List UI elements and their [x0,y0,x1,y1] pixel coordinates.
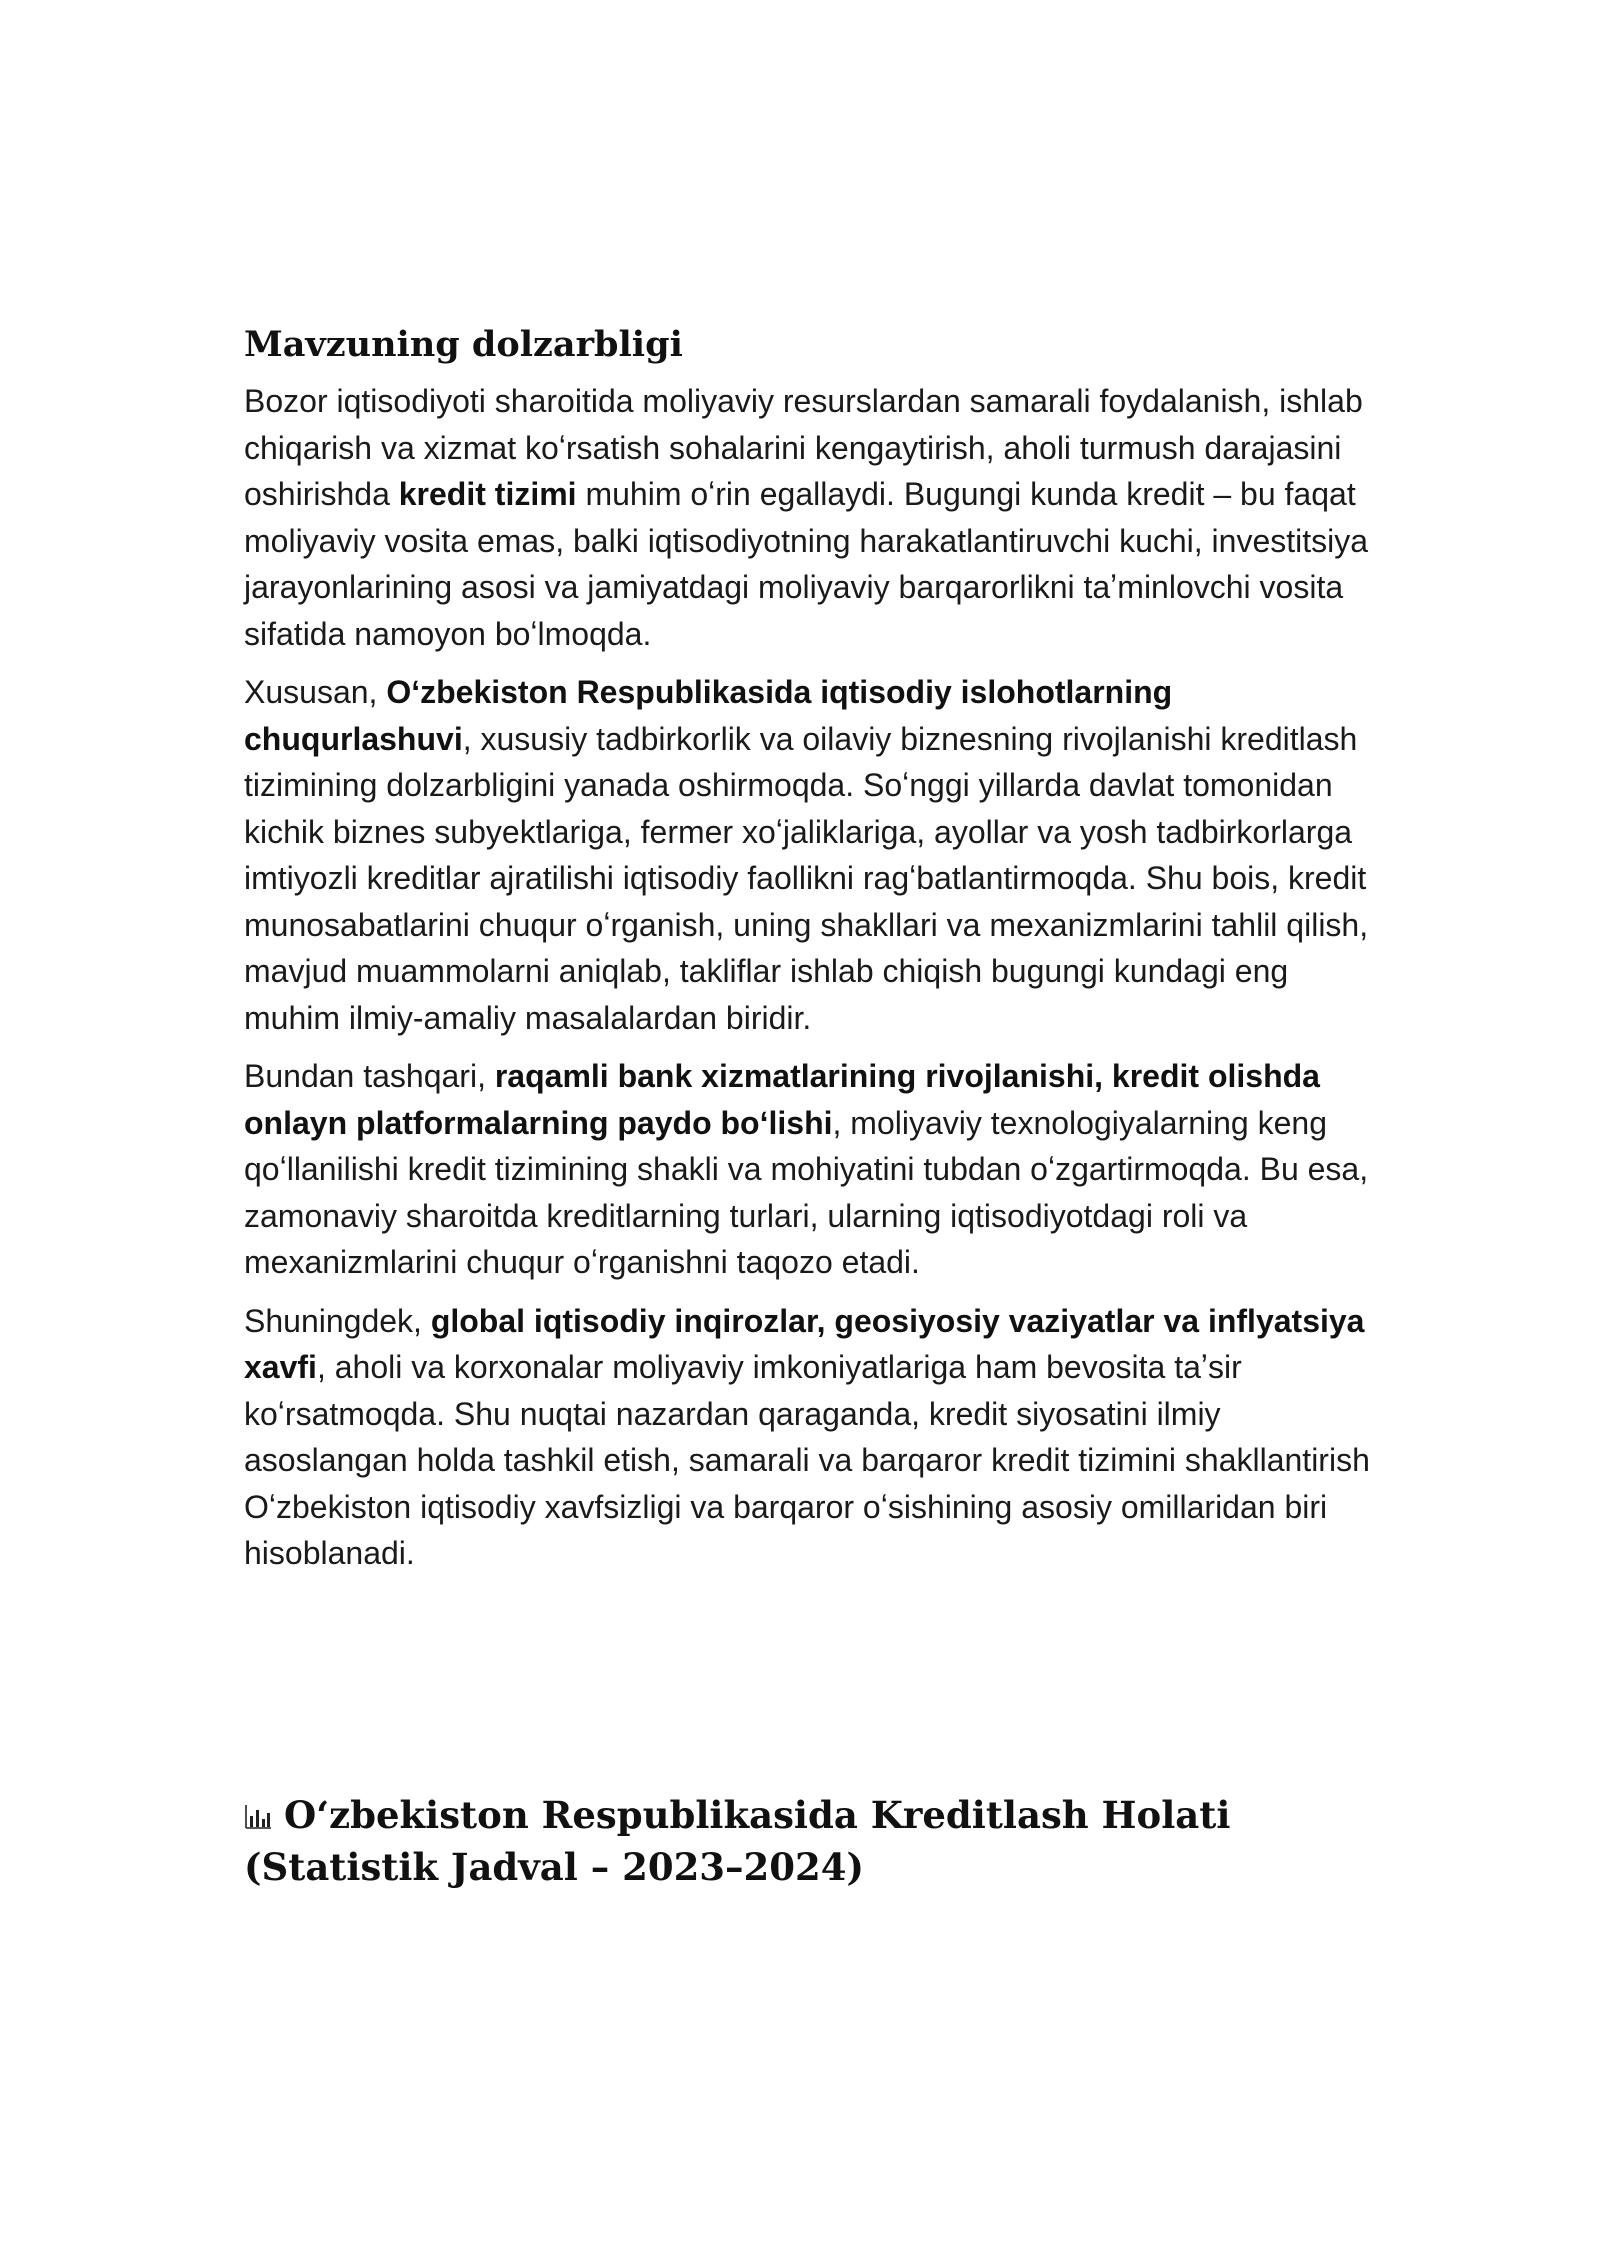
text-run: Shuningdek, [244,1302,431,1339]
bold-phrase: global iqtisodiy inqirozlar, geosiyosiy vaziyatlar va inflyatsiya xavfi [244,1302,1365,1385]
section-body [244,378,1384,1577]
body-paragraph [244,378,1384,657]
body-paragraph [244,1298,1384,1577]
table-section-title-text: Oʻzbekiston Respublikasida Kreditlash Holati (Statistik Jadval – 2023–2024) [244,1792,1231,1889]
document-page [244,322,1384,1893]
bold-phrase: Oʻzbekiston Respublikasida iqtisodiy islohotlarning chuqurlashuvi [244,674,1173,757]
bold-phrase: kredit tizimi [398,476,577,512]
spacer [244,1589,1384,1789]
bold-phrase: raqamli bank xizmatlarining rivojlanishi, kredit olishda onlayn platformalarning paydo boʻlishi [244,1058,1320,1141]
text-run: , xususiy tadbirkorlik va oilaviy biznesning rivojlanishi kreditlash tizimining dolzarbligini yanada oshirmoqda. Soʻnggi yillarda davlat tomonidan kichik biznes subyektlariga, fermer xoʻjaliklariga, ayollar va yosh tadbirkorlarga imtiyozli kreditlar ajratilishi iqtisodiy faollikni ragʻbatlantirmoqda. Shu bois, kredit munosabatlarini chuqur oʻrganish, uning shakllari va mexanizmlarini tahlil qilish, mavjud muammolarni aniqlab, takliflar ishlab chiqish bugungi kundagi eng muhim ilmiy-amaliy masalalardan biridir. [244,720,1369,1036]
bar-chart-icon [244,1791,272,1815]
table-section-title [244,1789,1384,1893]
text-run: Bundan tashqari, [244,1058,495,1094]
body-paragraph [244,1053,1384,1286]
text-run: , aholi va korxonalar moliyaviy imkoniyatlariga ham bevosita taʼsir koʻrsatmoqda. Shu nuqtai nazardan qaraganda, kredit siyosatini ilmiy asoslangan holda tashkil etish, samarali va barqaror kredit tizimini shakllantirish Oʻzbekiston iqtisodiy xavfsizligi va barqaror oʻsishining asosiy omillaridan biri hisoblanadi. [244,1349,1370,1571]
text-run: , moliyaviy texnologiyalarning keng qoʻllanilishi kredit tizimining shakli va mohiyatini tubdan oʻzgartirmoqda. Bu esa, zamonaviy sharoitda kreditlarning turlari, ularning iqtisodiyotdagi roli va mexanizmlarini chuqur oʻrganishni taqozo etadi. [244,1104,1369,1280]
text-run: muhim oʻrin egallaydi. Bugungi kunda kredit – bu faqat moliyaviy vosita emas, balki iqtisodiyotning harakatlantiruvchi kuchi, investitsiya jarayonlarining asosi va jamiyatdagi moliyaviy barqarorlikni taʼminlovchi vosita sifatida namoyon boʻlmoqda. [244,476,1369,652]
body-paragraph [244,669,1384,1041]
text-run: Bozor iqtisodiyoti sharoitida moliyaviy resurslardan samarali foydalanish, ishlab chiqarish va xizmat koʻrsatish sohalarini kengaytirish, aholi turmush darajasini oshirishda [244,383,1363,512]
text-run: Xususan, [244,674,387,710]
section-title: Mavzuning dolzarbligi [244,324,683,365]
